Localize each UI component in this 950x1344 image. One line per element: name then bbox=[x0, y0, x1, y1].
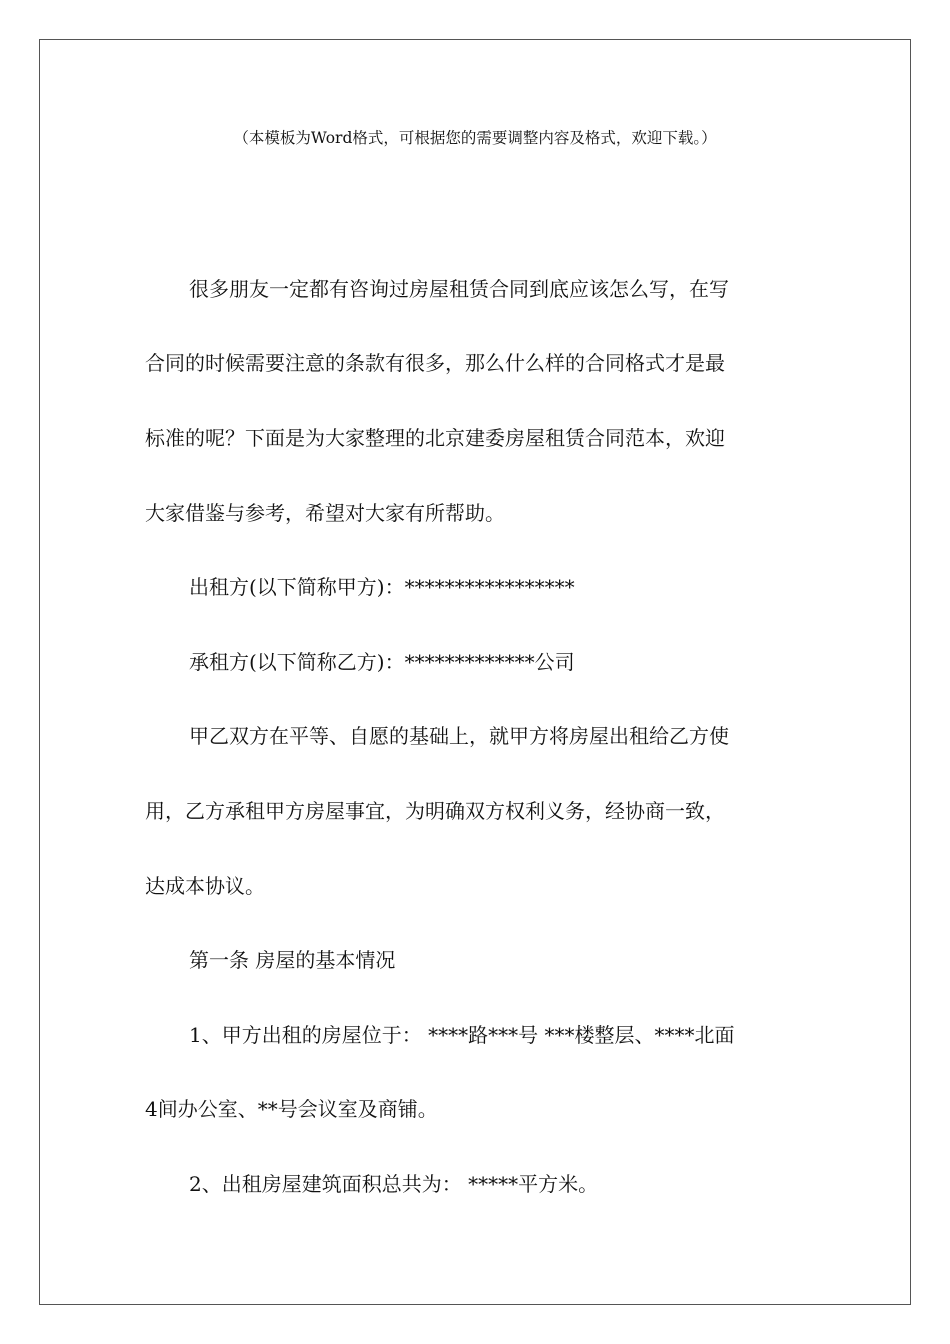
intro-line-3: 标准的呢？下面是为大家整理的北京建委房屋租赁合同范本，欢迎 bbox=[145, 426, 725, 450]
clause-2-line: 2、出租房屋建筑面积总共为： *****平方米。 bbox=[189, 1172, 599, 1196]
article-1-heading: 第一条 房屋的基本情况 bbox=[189, 948, 396, 972]
intro-line-1: 很多朋友一定都有咨询过房屋租赁合同到底应该怎么写，在写 bbox=[189, 277, 729, 301]
clause-1-line-1: 1、甲方出租的房屋位于： ****路***号 ***楼整层、****北面 bbox=[189, 1023, 735, 1047]
lessor-line: 出租方(以下简称甲方)：***************** bbox=[189, 575, 575, 599]
lessee-line: 承租方(以下简称乙方)：*************公司 bbox=[189, 650, 575, 674]
intro-line-2: 合同的时候需要注意的条款有很多，那么什么样的合同格式才是最 bbox=[145, 351, 725, 375]
template-note: （本模板为Word格式，可根据您的需要调整内容及格式，欢迎下载。） bbox=[233, 129, 717, 147]
agreement-line-1: 甲乙双方在平等、自愿的基础上，就甲方将房屋出租给乙方使 bbox=[189, 724, 729, 748]
agreement-line-2: 用，乙方承租甲方房屋事宜，为明确双方权利义务，经协商一致， bbox=[145, 799, 725, 823]
clause-1-line-2: 4间办公室、**号会议室及商铺。 bbox=[145, 1097, 438, 1121]
agreement-line-3: 达成本协议。 bbox=[145, 874, 265, 898]
intro-line-4: 大家借鉴与参考，希望对大家有所帮助。 bbox=[145, 501, 505, 525]
